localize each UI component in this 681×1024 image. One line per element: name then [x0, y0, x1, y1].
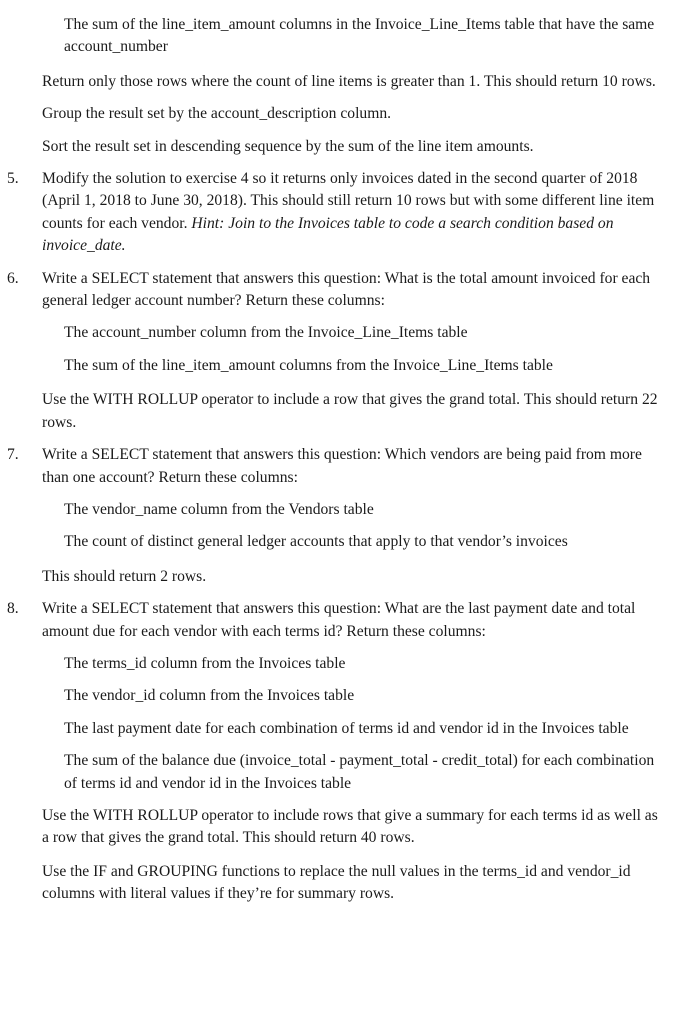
exercise-5-hint-label: Hint: — [191, 214, 225, 232]
exercise-7-number: 7. — [7, 446, 19, 464]
exercise-8 — [0, 598, 681, 643]
exercise-6-text: Write a SELECT statement that answers this question: What is the total amount invoiced for each general ledger account number? Return these columns: — [42, 269, 651, 310]
ex7-column-item-2: The count of distinct general ledger accounts that apply to that vendor’s invoices — [64, 533, 568, 551]
ex8-paragraph-grouping: Use the IF and GROUPING functions to replace the null values in the terms_id and vendor_id columns with literal values if they’re for summary rows. — [42, 862, 631, 903]
exercise-7-text: Write a SELECT statement that answers this question: Which vendors are being paid from more than one account? Return these columns: — [42, 446, 642, 486]
ex7-column-item-1: The vendor_name column from the Vendors table — [64, 500, 374, 518]
ex4-paragraph-count-filter: Return only those rows where the count of line items is greater than 1. This should return 10 rows. — [42, 72, 656, 90]
exercise-5 — [0, 168, 681, 258]
ex7-paragraph-rows: This should return 2 rows. — [42, 567, 207, 585]
exercise-page — [0, 14, 681, 906]
ex8-column-item-1: The terms_id column from the Invoices table — [64, 654, 346, 672]
ex8-column-item-3: The last payment date for each combination of terms id and vendor id in the Invoices table — [64, 719, 629, 737]
ex8-paragraph-rollup: Use the WITH ROLLUP operator to include rows that give a summary for each terms id as well as a row that gives the grand total. This should return 40 rows. — [42, 806, 658, 847]
exercise-8-number: 8. — [7, 600, 19, 618]
exercise-5-number: 5. — [7, 170, 19, 188]
ex4-paragraph-sort: Sort the result set in descending sequence by the sum of the line item amounts. — [42, 137, 534, 155]
ex6-paragraph-rollup: Use the WITH ROLLUP operator to include a row that gives the grand total. This should return 22 rows. — [42, 391, 658, 431]
exercise-5-hint: Join to the Invoices table to code a search condition based on invoice_date. — [42, 214, 614, 255]
exercise-6 — [0, 268, 681, 313]
ex8-column-item-4: The sum of the balance due (invoice_total - payment_total - credit_total) for each combination of terms id and vendor id in the Invoices table — [64, 752, 655, 792]
exercise-5-text: Modify the solution to exercise 4 so it returns only invoices dated in the second quarter of 2018 (April 1, 2018 to June 30, 2018). This should still return 10 rows but with some different line item counts for each vendor. — [42, 170, 655, 232]
exercise-8-text: Write a SELECT statement that answers this question: What are the last payment date and total amount due for each vendor with each terms id? Return these columns: — [42, 600, 636, 640]
exercise-6-number: 6. — [7, 269, 19, 287]
exercise-7 — [0, 444, 681, 489]
ex6-column-item-2: The sum of the line_item_amount columns from the Invoice_Line_Items table — [64, 356, 553, 374]
ex4-paragraph-group-by: Group the result set by the account_description column. — [42, 105, 392, 123]
ex6-column-item-1: The account_number column from the Invoice_Line_Items table — [64, 324, 468, 342]
ex8-column-item-2: The vendor_id column from the Invoices table — [64, 687, 355, 705]
ex4-column-item-3: The sum of the line_item_amount columns in the Invoice_Line_Items table that have the same account_number — [64, 16, 655, 56]
